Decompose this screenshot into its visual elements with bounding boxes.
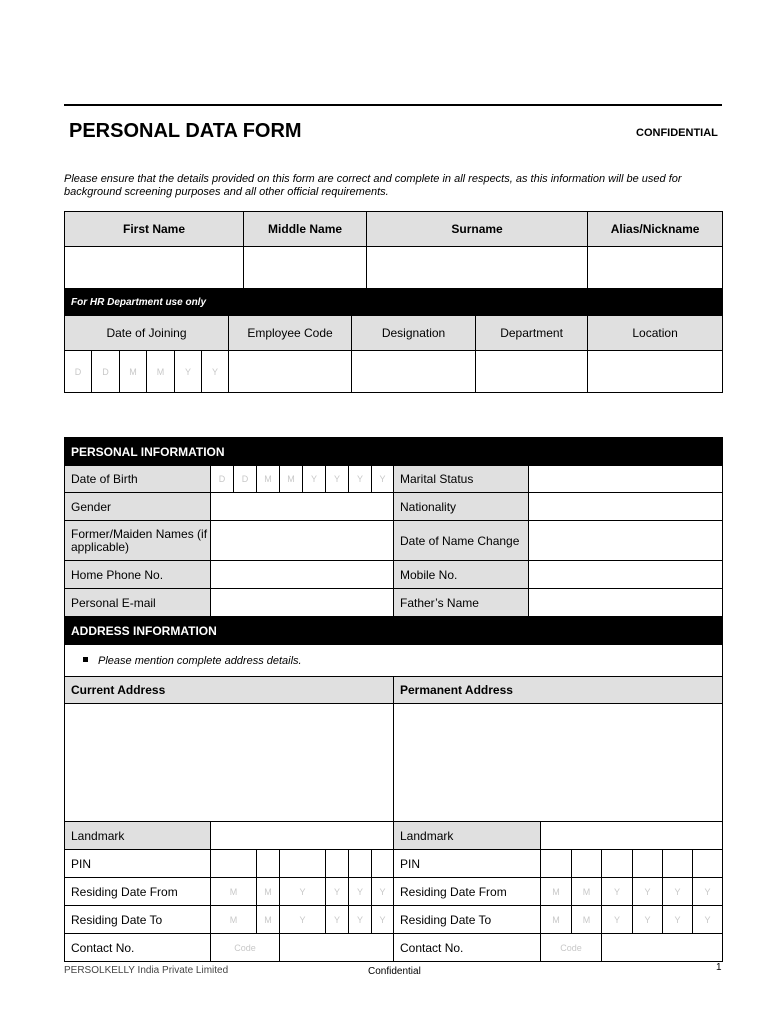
dob-box[interactable]: D xyxy=(211,466,234,493)
department-input[interactable] xyxy=(476,351,588,393)
current-to-box[interactable]: Y xyxy=(326,906,349,934)
mobile-input[interactable] xyxy=(529,561,723,589)
top-rule xyxy=(64,104,722,106)
designation-input[interactable] xyxy=(352,351,476,393)
permanent-contact-input[interactable] xyxy=(602,934,723,962)
marital-status-input[interactable] xyxy=(529,466,723,493)
current-to-box[interactable]: Y xyxy=(349,906,372,934)
dob-label: Date of Birth xyxy=(65,466,211,493)
department-header: Department xyxy=(476,316,588,351)
joining-date-box[interactable]: D xyxy=(92,351,120,393)
address-info-bar: ADDRESS INFORMATION xyxy=(65,617,723,645)
name-change-input[interactable] xyxy=(529,521,723,561)
current-to-box[interactable]: M xyxy=(257,906,280,934)
former-names-label: Former/Maiden Names (if applicable) xyxy=(65,521,211,561)
location-header: Location xyxy=(588,316,723,351)
joining-date-box[interactable]: M xyxy=(120,351,147,393)
footer-company: PERSOLKELLY India Private Limited xyxy=(64,965,229,976)
first-name-input[interactable] xyxy=(65,247,244,289)
permanent-address-header: Permanent Address xyxy=(394,677,723,704)
permanent-from-label: Residing Date From xyxy=(394,878,541,906)
former-names-input[interactable] xyxy=(211,521,394,561)
current-from-box[interactable]: Y xyxy=(349,878,372,906)
current-pin-box[interactable] xyxy=(257,850,280,878)
dob-box[interactable]: Y xyxy=(326,466,349,493)
current-from-box[interactable]: M xyxy=(211,878,257,906)
current-contact-input[interactable] xyxy=(280,934,394,962)
permanent-from-box[interactable]: Y xyxy=(602,878,633,906)
intro-text: Please ensure that the details provided on this form are correct and complete in all respects, as this information will be used for background screening purposes and all other official requirements. xyxy=(64,173,682,198)
current-address-input[interactable] xyxy=(65,704,394,822)
current-from-label: Residing Date From xyxy=(65,878,211,906)
current-pin-box[interactable] xyxy=(372,850,394,878)
employee-code-input[interactable] xyxy=(229,351,352,393)
marital-status-label: Marital Status xyxy=(394,466,529,493)
current-pin-box[interactable] xyxy=(326,850,349,878)
location-input[interactable] xyxy=(588,351,723,393)
permanent-pin-box[interactable] xyxy=(572,850,602,878)
dob-box[interactable]: M xyxy=(280,466,303,493)
hr-use-bar: For HR Department use only xyxy=(65,289,723,316)
gender-label: Gender xyxy=(65,493,211,521)
address-note-text: Please mention complete address details. xyxy=(98,654,302,667)
permanent-to-box[interactable]: M xyxy=(572,906,602,934)
permanent-to-box[interactable]: M xyxy=(541,906,572,934)
employee-code-header: Employee Code xyxy=(229,316,352,351)
permanent-pin-box[interactable] xyxy=(541,850,572,878)
current-landmark-label: Landmark xyxy=(65,822,211,850)
surname-header: Surname xyxy=(367,212,588,247)
current-landmark-input[interactable] xyxy=(211,822,394,850)
middle-name-input[interactable] xyxy=(244,247,367,289)
surname-input[interactable] xyxy=(367,247,588,289)
alias-header: Alias/Nickname xyxy=(588,212,723,247)
form-title: PERSONAL DATA FORM xyxy=(69,120,302,142)
dob-box[interactable]: Y xyxy=(303,466,326,493)
mobile-label: Mobile No. xyxy=(394,561,529,589)
dob-box[interactable]: Y xyxy=(372,466,394,493)
dob-box[interactable]: Y xyxy=(349,466,372,493)
alias-input[interactable] xyxy=(588,247,723,289)
permanent-to-label: Residing Date To xyxy=(394,906,541,934)
home-phone-input[interactable] xyxy=(211,561,394,589)
permanent-pin-label: PIN xyxy=(394,850,541,878)
personal-address-table xyxy=(64,437,723,962)
footer-confidential: Confidential xyxy=(368,966,421,977)
father-name-label: Father’s Name xyxy=(394,589,529,617)
current-contact-code[interactable]: Code xyxy=(211,934,280,962)
permanent-from-box[interactable]: Y xyxy=(663,878,693,906)
current-pin-box[interactable] xyxy=(280,850,326,878)
joining-date-box[interactable]: Y xyxy=(175,351,202,393)
dob-box[interactable]: D xyxy=(234,466,257,493)
permanent-pin-box[interactable] xyxy=(633,850,663,878)
father-name-input[interactable] xyxy=(529,589,723,617)
bullet-icon xyxy=(83,657,88,662)
dob-box[interactable]: M xyxy=(257,466,280,493)
permanent-to-box[interactable]: Y xyxy=(633,906,663,934)
email-input[interactable] xyxy=(211,589,394,617)
permanent-to-box[interactable]: Y xyxy=(663,906,693,934)
home-phone-label: Home Phone No. xyxy=(65,561,211,589)
permanent-to-box[interactable]: Y xyxy=(693,906,723,934)
name-table xyxy=(64,211,723,393)
personal-info-bar: PERSONAL INFORMATION xyxy=(65,438,723,466)
page-number: 1 xyxy=(716,962,722,973)
current-pin-box[interactable] xyxy=(211,850,257,878)
current-to-box[interactable]: Y xyxy=(372,906,394,934)
current-from-box[interactable]: Y xyxy=(326,878,349,906)
confidential-label: CONFIDENTIAL xyxy=(636,127,718,139)
permanent-pin-box[interactable] xyxy=(602,850,633,878)
current-to-label: Residing Date To xyxy=(65,906,211,934)
permanent-landmark-label: Landmark xyxy=(394,822,541,850)
nationality-label: Nationality xyxy=(394,493,529,521)
permanent-address-input[interactable] xyxy=(394,704,723,822)
first-name-header: First Name xyxy=(65,212,244,247)
permanent-from-box[interactable]: M xyxy=(541,878,572,906)
permanent-from-box[interactable]: Y xyxy=(633,878,663,906)
current-pin-label: PIN xyxy=(65,850,211,878)
name-change-label: Date of Name Change xyxy=(394,521,529,561)
middle-name-header: Middle Name xyxy=(244,212,367,247)
current-to-box[interactable]: Y xyxy=(280,906,326,934)
address-note xyxy=(65,645,723,677)
current-from-box[interactable]: Y xyxy=(280,878,326,906)
nationality-input[interactable] xyxy=(529,493,723,521)
permanent-from-box[interactable]: Y xyxy=(693,878,723,906)
permanent-pin-box[interactable] xyxy=(663,850,693,878)
current-from-box[interactable]: M xyxy=(257,878,280,906)
joining-date-box[interactable]: M xyxy=(147,351,175,393)
permanent-contact-code[interactable]: Code xyxy=(541,934,602,962)
current-pin-box[interactable] xyxy=(349,850,372,878)
designation-header: Designation xyxy=(352,316,476,351)
permanent-pin-box[interactable] xyxy=(693,850,723,878)
permanent-from-box[interactable]: M xyxy=(572,878,602,906)
permanent-landmark-input[interactable] xyxy=(541,822,723,850)
gender-input[interactable] xyxy=(211,493,394,521)
current-to-box[interactable]: M xyxy=(211,906,257,934)
current-from-box[interactable]: Y xyxy=(372,878,394,906)
joining-date-box[interactable]: Y xyxy=(202,351,229,393)
permanent-to-box[interactable]: Y xyxy=(602,906,633,934)
date-of-joining-header: Date of Joining xyxy=(65,316,229,351)
joining-date-box[interactable]: D xyxy=(65,351,92,393)
current-address-header: Current Address xyxy=(65,677,394,704)
current-contact-label: Contact No. xyxy=(65,934,211,962)
permanent-contact-label: Contact No. xyxy=(394,934,541,962)
email-label: Personal E-mail xyxy=(65,589,211,617)
